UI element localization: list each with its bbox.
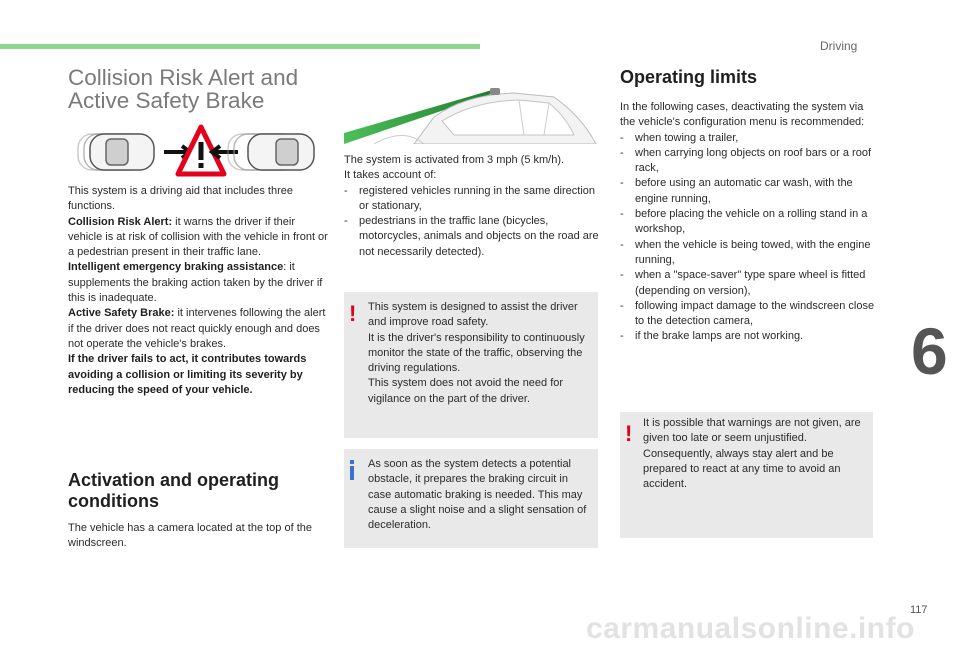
operating-limits-heading: Operating limits (620, 67, 758, 87)
warning-box-assist (344, 292, 598, 438)
list-item: - if the brake lamps are not working. (620, 329, 875, 344)
info-icon (350, 460, 354, 478)
info-text: As soon as the system detects a potential obstacle, it prepares the braking circuit in case automatic braking is needed. This may cause a slight noise and a slight sensation of deceleration. (368, 458, 587, 532)
collision-illustration (76, 124, 326, 180)
asb-label: Active Safety Brake: (68, 307, 175, 320)
list-item: - when the vehicle is being towed, with the engine running, (620, 238, 875, 269)
list-item: - before placing the vehicle on a rolling stand in a workshop, (620, 207, 875, 238)
operating-limits-list (620, 131, 875, 345)
activation-heading: Activation and operating conditions (68, 470, 280, 511)
rear-car-icon (78, 134, 154, 170)
list-item: - when a "space-saver" type spare wheel is fitted (depending on version), (620, 268, 875, 299)
front-car-icon (228, 134, 314, 170)
ieba-label: Intelligent emergency braking assistance (68, 261, 284, 274)
activation-account: It takes account of: (344, 169, 437, 182)
warning-box-alerts (620, 412, 873, 538)
info-box-braking (344, 449, 598, 548)
operating-limits-text (620, 100, 875, 345)
activation-details (344, 153, 599, 260)
cra-label: Collision Risk Alert: (68, 215, 173, 228)
intro-text (68, 184, 330, 398)
warning-text: It is possible that warnings are not given, are given too late or seem unjustified. Consequently, always stay alert and be prepared to react at any time to avoid an accident. (643, 417, 861, 491)
list-item: - registered vehicles running in the same direction or stationary, (344, 184, 599, 215)
list-item: - when carrying long objects on roof bars or a roof rack, (620, 146, 875, 177)
top-accent-bar (0, 44, 480, 49)
bold-summary: If the driver fails to act, it contributes towards avoiding a collision or limiting its severity by reducing the speed of your vehicle. (68, 353, 307, 396)
warning-exclamation-icon: ! (625, 421, 633, 446)
cra-text: it warns the driver if their vehicle is at risk of collision with the vehicle in front or a pedestrian present in their traffic lane. (68, 215, 328, 259)
warning-exclamation-icon: ! (349, 301, 357, 326)
chapter-number: 6 (911, 314, 948, 388)
camera-illustration (344, 87, 598, 144)
list-item: - before using an automatic car wash, with the engine running, (620, 176, 875, 207)
watermark-text: carmanualsonline.info (586, 612, 915, 645)
activation-speed: The system is activated from 3 mph (5 km/h). (344, 154, 565, 166)
page-number: 117 (910, 604, 928, 616)
activation-list (344, 184, 599, 260)
asb-text: it intervenes following the alert if the driver does not react quickly enough and does not operate the vehicle's brakes. (68, 307, 326, 350)
camera-text: The vehicle has a camera located at the top of the windscreen. (68, 522, 312, 550)
operating-limits-intro: In the following cases, deactivating the system via the vehicle's configuration menu is recommended: (620, 101, 865, 129)
warning-text: This system is designed to assist the driver and improve road safety. It is the driver's responsibility to continuously monitor the state of the traffic, observing the driving regulations. This system does not avoid the need for vigilance on the part of the driver. (368, 301, 585, 405)
list-item: - pedestrians in the traffic lane (bicycles, motorcycles, animals and objects on the road are not necessarily detected). (344, 214, 599, 260)
list-item: - following impact damage to the windscreen close to the detection camera, (620, 299, 875, 330)
list-item: - when towing a trailer, (620, 131, 875, 146)
ieba-text: : it supplements the braking action taken by the driver if this is inadequate. (68, 261, 323, 305)
page-title: Collision Risk Alert and Active Safety Brake (68, 65, 299, 113)
intro-line: This system is a driving aid that includes three functions. (68, 185, 293, 213)
section-header: Driving (820, 39, 858, 53)
